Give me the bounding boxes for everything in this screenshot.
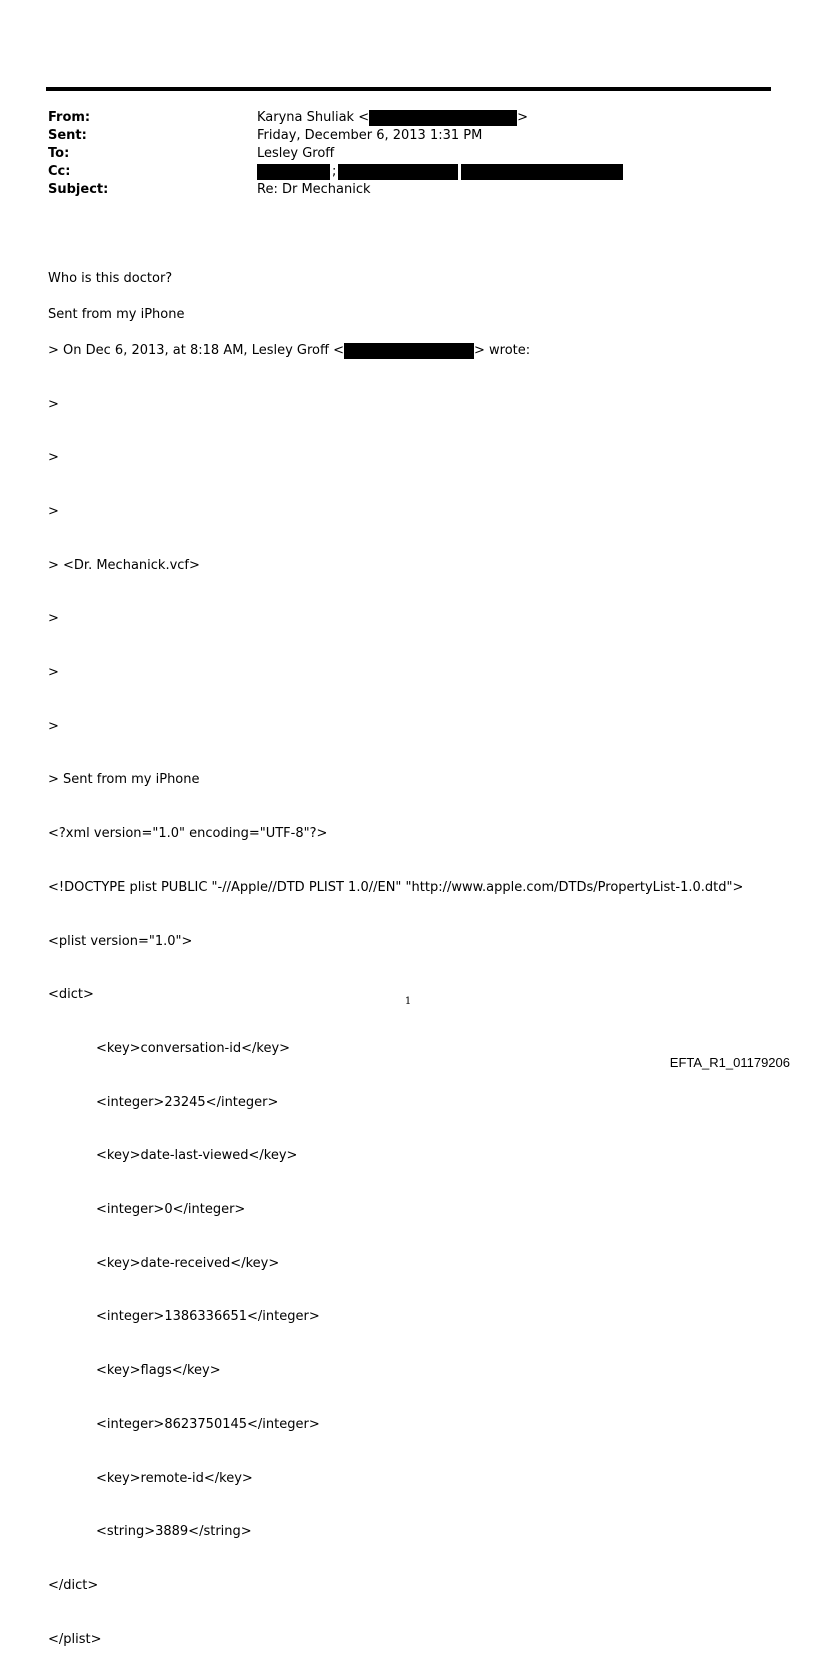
cc-label: Cc: bbox=[48, 164, 71, 179]
subject-value: Re: Dr Mechanick bbox=[257, 182, 371, 197]
from-row bbox=[48, 109, 748, 127]
xml-line: </plist> bbox=[48, 1631, 102, 1647]
redaction-block bbox=[257, 164, 330, 180]
quote-line: > bbox=[48, 396, 59, 412]
dict-line: <integer>23245</integer> bbox=[96, 1094, 279, 1110]
dict-line: <integer>8623750145</integer> bbox=[96, 1416, 320, 1432]
from-sender: Karyna Shuliak < bbox=[257, 110, 370, 125]
redaction-block bbox=[338, 164, 458, 180]
quote-intro-text: > On Dec 6, 2013, at 8:18 AM, Lesley Groff < bbox=[48, 342, 344, 358]
redaction-block bbox=[369, 110, 517, 126]
subject-row bbox=[48, 181, 748, 199]
xml-line: <?xml version="1.0" encoding="UTF-8"?> bbox=[48, 826, 328, 842]
header-rule bbox=[46, 87, 771, 91]
cc-row bbox=[48, 163, 748, 181]
quote-intro-wrote: > wrote: bbox=[474, 342, 531, 358]
subject-label: Subject: bbox=[48, 182, 109, 197]
to-value: Lesley Groff bbox=[257, 146, 335, 161]
dict-line: <integer>0</integer> bbox=[96, 1202, 246, 1218]
cc-separator: ; bbox=[332, 164, 337, 179]
to-row bbox=[48, 145, 748, 163]
body-line: Sent from my iPhone bbox=[48, 306, 185, 322]
quote-line: > bbox=[48, 450, 59, 466]
body-line: Who is this doctor? bbox=[48, 270, 173, 286]
from-label: From: bbox=[48, 110, 91, 125]
document-id: EFTA_R1_01179206 bbox=[669, 1055, 790, 1070]
xml-line: <!DOCTYPE plist PUBLIC "-//Apple//DTD PLIST 1.0//EN" "http://www.apple.com/DTDs/PropertyList-1.0.dtd"> bbox=[48, 879, 744, 895]
sent-row bbox=[48, 127, 748, 145]
sent-value: Friday, December 6, 2013 1:31 PM bbox=[257, 128, 483, 143]
xml-line: <dict> bbox=[48, 987, 94, 1003]
redaction-block bbox=[344, 343, 474, 359]
dict-line: <integer>1386336651</integer> bbox=[96, 1309, 320, 1325]
quote-line: > bbox=[48, 503, 59, 519]
quote-line: > <Dr. Mechanick.vcf> bbox=[48, 557, 200, 573]
quote-line: > bbox=[48, 665, 59, 681]
dict-line: <key>date-received</key> bbox=[96, 1255, 280, 1271]
cc-value bbox=[257, 163, 623, 181]
from-close: > bbox=[517, 110, 529, 125]
quote-line: > bbox=[48, 718, 59, 734]
dict-line: <key>conversation-id</key> bbox=[96, 1040, 291, 1056]
email-header bbox=[48, 109, 748, 199]
dict-line: <key>date-last-viewed</key> bbox=[96, 1148, 298, 1164]
redaction-block bbox=[461, 164, 531, 180]
quote-intro bbox=[48, 342, 743, 360]
from-value bbox=[257, 109, 528, 127]
redaction-block bbox=[531, 164, 623, 180]
sent-label: Sent: bbox=[48, 128, 87, 143]
dict-line: <key>remote-id</key> bbox=[96, 1470, 253, 1486]
quoted-message bbox=[48, 306, 743, 1666]
xml-line: <plist version="1.0"> bbox=[48, 933, 193, 949]
to-label: To: bbox=[48, 146, 70, 161]
dict-line: <string>3889</string> bbox=[96, 1524, 252, 1540]
quote-line: > Sent from my iPhone bbox=[48, 772, 200, 788]
page-number: 1 bbox=[404, 996, 412, 1007]
quote-line: > bbox=[48, 611, 59, 627]
xml-line: </dict> bbox=[48, 1577, 99, 1593]
dict-line: <key>flags</key> bbox=[96, 1363, 221, 1379]
